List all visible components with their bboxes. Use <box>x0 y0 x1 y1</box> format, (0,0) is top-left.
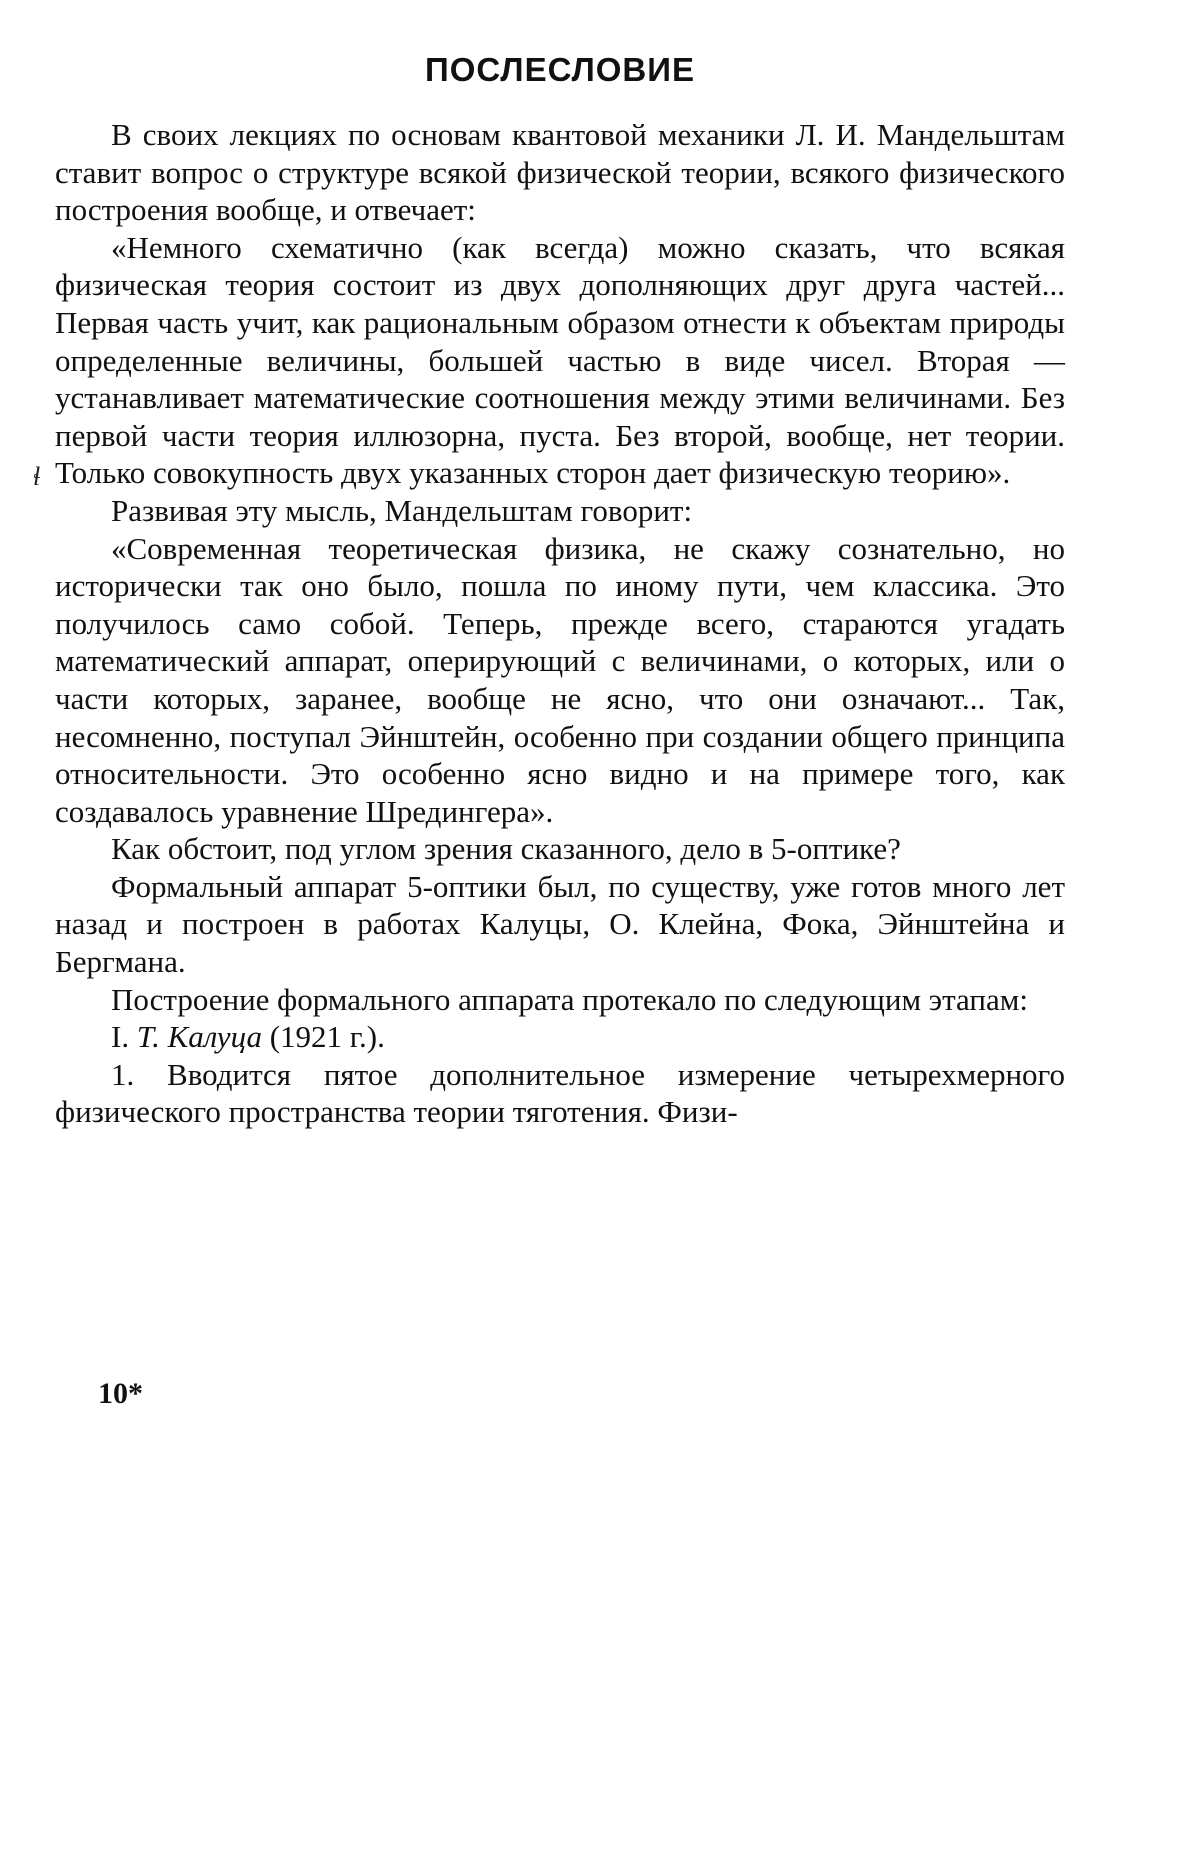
paragraph-6: 1. Вводится пятое дополнительное измерение четырехмерного физического пространства теории тяготения. Физи- <box>55 1056 1065 1130</box>
page-title: ПОСЛЕСЛОВИЕ <box>425 51 695 88</box>
list-numeral: I. <box>111 1019 130 1055</box>
paragraph-3: Как обстоит, под углом зрения сказанного, дело в 5-оптике? <box>111 831 901 867</box>
paragraph-4: Формальный аппарат 5-оптики был, по существу, уже готов много лет назад и построен в работах Калуцы, О. Клейна, Фока, Эйнштейна и Бергмана. <box>55 868 1065 980</box>
page-number: 10* <box>98 1377 143 1410</box>
document-page <box>55 50 1065 1131</box>
list-author: Т. Калуца <box>136 1019 262 1055</box>
margin-mark: ɬ <box>33 462 41 491</box>
paragraph-2: Развивая эту мысль, Мандельштам говорит: <box>111 492 693 528</box>
list-heading <box>55 1018 1065 1056</box>
paragraph-1: В своих лекциях по основам квантовой механики Л. И. Мандельштам ставит вопрос о структуре всякой физической теории, всякого физического построения вообще, и отвечает: <box>55 117 1065 228</box>
quote-paragraph-1: «Немного схематично (как всегда) можно сказать, что всякая физическая теория состоит из двух дополняющих друг друга частей... Первая часть учит, как рациональным образом отнести к объектам природы определенные величины, большей частью в виде чисел. Вторая — устанавливает математические соотношения между этими величинами. Без первой части теория иллюзорна, пуста. Без второй, вообще, нет теории. Только совокупность двух указанных сторон дает физическую теорию». <box>55 229 1065 491</box>
list-year: (1921 г.). <box>269 1019 385 1055</box>
quote-paragraph-2: «Современная теоретическая физика, не скажу сознательно, но исторически так оно было, пошла по иному пути, чем классика. Это получилось само собой. Теперь, прежде всего, стараются угадать математический аппарат, оперирующий с величинами, о которых, или о части которых, заранее, вообще не ясно, что они означают... Так, несомненно, поступал Эйнштейн, особенно при создании общего принципа относительности. Это особенно ясно видно и на примере того, как создавалось уравнение Шредингера». <box>55 530 1065 829</box>
paragraph-5: Построение формального аппарата протекало по следующим этапам: <box>111 981 1028 1017</box>
